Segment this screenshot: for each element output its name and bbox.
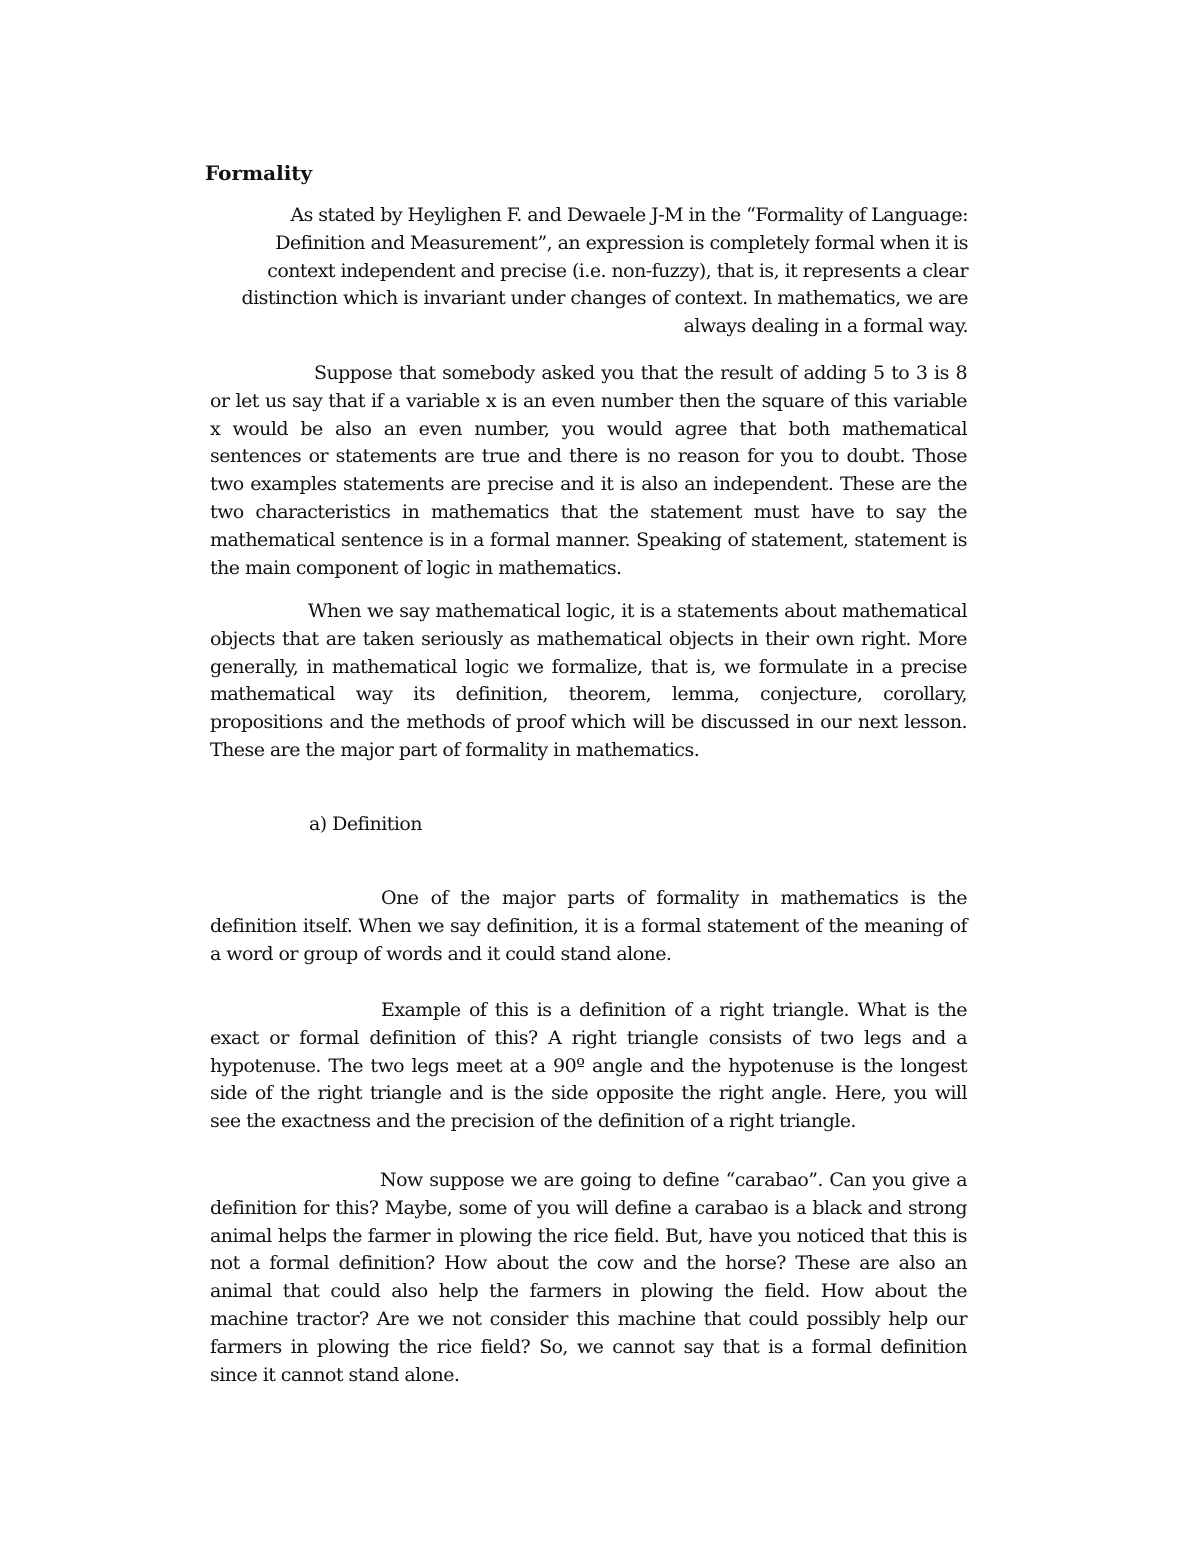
- paragraph-intro: As stated by Heylighen F. and Dewaele J-M in the “Formality of Language: Definition and Measurement”, an expression is completely formal when it is context independent and precise (i.e. non-fuzzy), that is, it represents a clear distinction which is invariant under changes of context. In mathematics, we are always dealing in a formal way.: [241, 204, 968, 338]
- paragraph-suppose: Suppose that somebody asked you that the result of adding 5 to 3 is 8 or let us say that if a variable x is an even number then the square of this variable x would be also an even number, you would agree that both mathematical sentences or statements are true and there is no reason for you to doubt. Those two examples statements are precise and it is also an independent. These are the two characteristics in mathematics that the statement must have to say the mathematical sentence is in a formal manner. Speaking of statement, statement is the main component of logic in mathematics.: [210, 362, 967, 579]
- paragraph-carabao: Now suppose we are going to define “carabao”. Can you give a definition for this? Maybe, some of you will define a carabao is a black and strong animal helps the farmer in plowing the rice field. But, have you noticed that this is not a formal definition? How about the cow and the horse? These are also an animal that could also help the farmers in plowing the field. How about the machine tractor? Are we not consider this machine that could possibly help our farmers in plowing the rice field? So, we cannot say that is a formal definition since it cannot stand alone.: [210, 1169, 967, 1386]
- paragraph-right-triangle-example: Example of this is a definition of a right triangle. What is the exact or formal definition of this? A right triangle consists of two legs and a hypotenuse. The two legs meet at a 90º angle and the hypotenuse is the longest side of the right triangle and is the side opposite the right angle. Here, you will see the exactness and the precision of the definition of a right triangle.: [210, 999, 967, 1133]
- paragraph-definition: One of the major parts of formality in mathematics is the definition itself. When we say definition, it is a formal statement of the meaning of a word or group of words and it could stand alone.: [210, 887, 967, 965]
- section-heading-definition: a) Definition: [309, 813, 422, 835]
- paragraph-mathematical-logic: When we say mathematical logic, it is a statements about mathematical objects that are taken seriously as mathematical objects in their own right. More generally, in mathematical logic we formalize, that is, we formulate in a precise mathematical way its definition, theorem, lemma, conjecture, corollary, propositions and the methods of proof which will be discussed in our next lesson. These are the major part of formality in mathematics.: [210, 600, 967, 761]
- page-title: Formality: [205, 161, 313, 185]
